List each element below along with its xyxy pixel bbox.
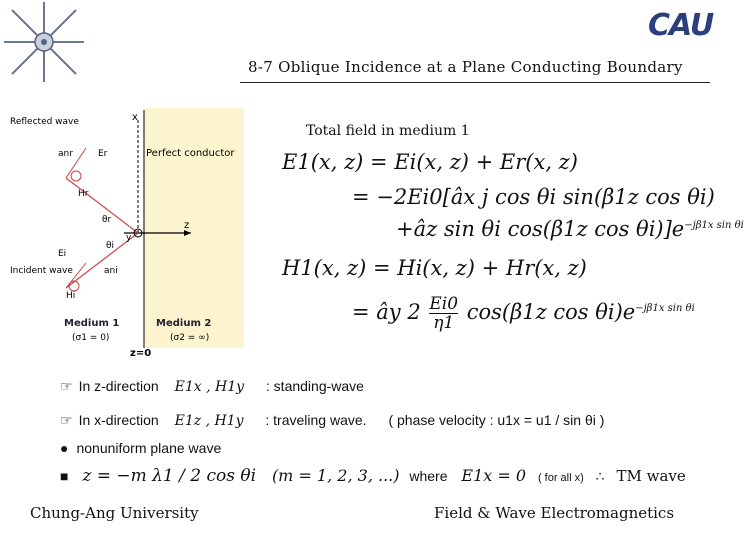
fig-medium1-sigma: (σ1 = 0) [72, 333, 110, 343]
fig-medium2-sigma: (σ2 = ∞) [170, 333, 210, 343]
bullet-nonuniform [60, 440, 221, 456]
bullet-z-text: In z-direction [78, 378, 159, 394]
oblique-incidence-figure [6, 108, 246, 358]
fig-z-label: z [184, 220, 190, 231]
equation-e1-cont [396, 217, 744, 241]
equation-e1-expand: = −2Ei0[âx j cos θi sin(β1z cos θi) [352, 185, 715, 209]
fig-theta-r: θr [102, 215, 112, 225]
bullet-z-direction [60, 378, 364, 395]
bullet-x-desc: : traveling wave. [265, 412, 367, 428]
fig-theta-i: θi [106, 241, 115, 251]
bullet-icon: ☞ [60, 379, 73, 395]
bullet-x-direction [60, 412, 604, 429]
tm-wave-label: TM wave [616, 467, 686, 485]
bullet-square-icon: ■ [60, 468, 69, 484]
fig-ani: ani [104, 266, 118, 276]
fig-medium2: Medium 2 [156, 318, 212, 329]
fig-reflected-wave: Reflected wave [10, 117, 79, 127]
bullet-x-fields: E1z , H1y [174, 413, 244, 429]
total-field-heading: Total field in medium 1 [306, 123, 470, 139]
bullet-dot-icon: ● [60, 440, 69, 456]
bullet-nonuniform-text: nonuniform plane wave [76, 440, 222, 456]
equation-h1-fraction [429, 295, 458, 332]
fig-incident-wave: Incident wave [10, 266, 73, 276]
fig-z-zero: z=0 [130, 348, 152, 359]
therefore-symbol: ∴ [595, 468, 605, 484]
equation-e1-cont-text: +âz sin θi cos(β1z cos θi)]e [396, 217, 685, 241]
conductor-region [144, 108, 244, 348]
null-formula: z = −m λ1 / 2 cos θi [82, 466, 257, 486]
cau-logo: CAU [648, 8, 714, 43]
equation-h1-num: Ei0 [429, 294, 459, 314]
equation-h1-expand [352, 295, 695, 332]
bullet-icon: ☞ [60, 413, 73, 429]
null-range: (m = 1, 2, 3, ...) [271, 466, 400, 485]
fig-ei: Ei [58, 249, 67, 259]
bullet-z-fields: E1x , H1y [174, 379, 245, 395]
fig-x-label: x [132, 112, 138, 123]
footer-course: Field & Wave Electromagnetics [434, 504, 675, 522]
bullet-nulls [60, 466, 686, 486]
fig-er: Er [98, 149, 108, 159]
null-where: where [409, 468, 448, 484]
page-title: 8-7 Oblique Incidence at a Plane Conducting Boundary [248, 58, 683, 76]
fig-y-label: y [126, 233, 132, 243]
equation-h1-rhs: cos(β1z cos θi)e [466, 300, 636, 324]
equation-h1-den: η1 [433, 313, 455, 333]
star-logo-icon [4, 2, 84, 82]
null-forall: ( for all x) [537, 472, 584, 484]
equation-h1-exponent: −jβ1x sin θi [635, 303, 695, 314]
equation-e1-exponent: −jβ1x sin θi [684, 220, 744, 231]
fig-anr: anr [58, 149, 73, 159]
footer-university: Chung-Ang University [30, 504, 199, 522]
hr-symbol-icon [71, 171, 81, 181]
bullet-x-text: In x-direction [78, 412, 159, 428]
equation-h1: H1(x, z) = Hi(x, z) + Hr(x, z) [282, 256, 587, 280]
null-condition: E1x = 0 [461, 466, 527, 485]
fig-hi: Hi [66, 291, 76, 301]
fig-perfect-conductor: Perfect conductor [146, 148, 235, 159]
equation-h1-lhs: = ây 2 [352, 300, 421, 324]
equation-e1: E1(x, z) = Ei(x, z) + Er(x, z) [282, 150, 578, 174]
title-divider [240, 82, 710, 83]
bullet-x-extra: ( phase velocity : u1x = u1 / sin θi ) [388, 412, 605, 428]
fig-medium1: Medium 1 [64, 318, 120, 329]
bullet-z-desc: : standing-wave [265, 378, 364, 394]
fig-hr: Hr [78, 189, 89, 199]
